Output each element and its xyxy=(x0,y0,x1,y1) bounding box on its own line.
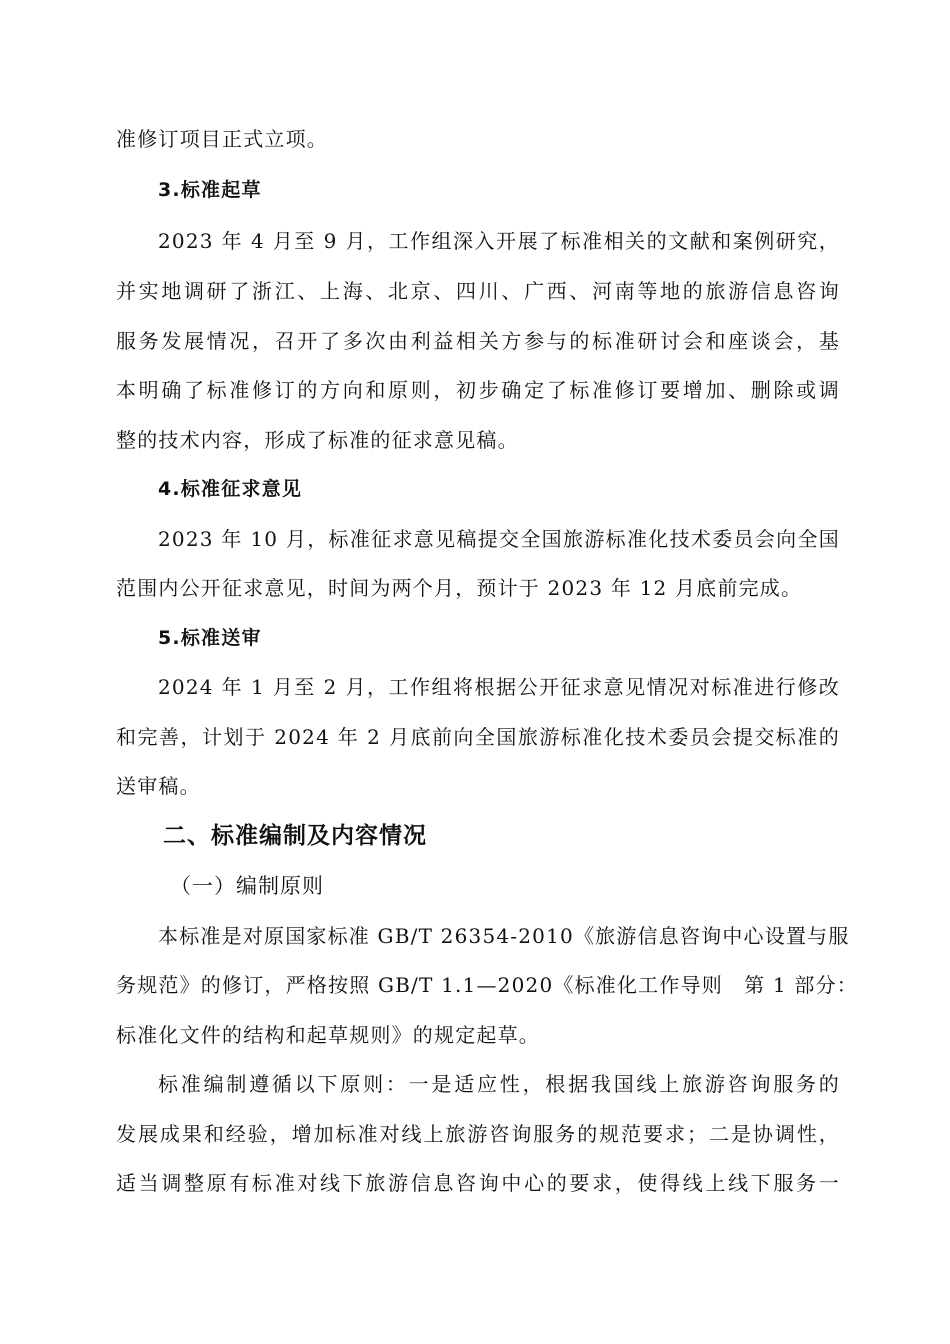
paragraph-continuation: 准修订项目正式立项。 xyxy=(116,127,328,151)
paragraph-line: 本标准是对原国家标准 GB/T 26354-2010《旅游信息咨询中心设置与服 xyxy=(158,924,850,948)
subsection-heading: （一）编制原则 xyxy=(170,874,324,898)
heading-submit-review: 5.标准送审 xyxy=(158,627,262,649)
paragraph-line: 2023 年 4 月至 9 月，工作组深入开展了标准相关的文献和案例研究， xyxy=(158,229,840,253)
paragraph-line: 适当调整原有标准对线下旅游信息咨询中心的要求，使得线上线下服务一 xyxy=(116,1171,840,1195)
section-heading: 二、标准编制及内容情况 xyxy=(163,823,427,849)
paragraph-line: 标准编制遵循以下原则：一是适应性，根据我国线上旅游咨询服务的 xyxy=(158,1072,840,1096)
paragraph-line: 和完善，计划于 2024 年 2 月底前向全国旅游标准化技术委员会提交标准的 xyxy=(116,725,840,749)
paragraph-line: 服务发展情况，召开了多次由利益相关方参与的标准研讨会和座谈会，基 xyxy=(116,329,840,353)
paragraph-line: 2023 年 10 月，标准征求意见稿提交全国旅游标准化技术委员会向全国 xyxy=(158,527,840,551)
paragraph-line: 发展成果和经验，增加标准对线上旅游咨询服务的规范要求；二是协调性， xyxy=(116,1122,840,1146)
heading-standard-drafting: 3.标准起草 xyxy=(158,179,262,201)
paragraph-line: 范围内公开征求意见，时间为两个月，预计于 2023 年 12 月底前完成。 xyxy=(116,576,803,600)
heading-solicit-opinions: 4.标准征求意见 xyxy=(158,478,303,500)
paragraph-line: 标准化文件的结构和起草规则》的规定起草。 xyxy=(116,1023,540,1047)
paragraph-line: 2024 年 1 月至 2 月，工作组将根据公开征求意见情况对标准进行修改 xyxy=(158,675,840,699)
paragraph-line: 本明确了标准修订的方向和原则，初步确定了标准修订要增加、删除或调 xyxy=(116,378,840,402)
paragraph-line: 务规范》的修订，严格按照 GB/T 1.1—2020《标准化工作导则 第 1 部分： xyxy=(116,973,859,997)
paragraph-line: 并实地调研了浙江、上海、北京、四川、广西、河南等地的旅游信息咨询 xyxy=(116,279,840,303)
paragraph-line: 整的技术内容，形成了标准的征求意见稿。 xyxy=(116,428,519,452)
paragraph-line: 送审稿。 xyxy=(116,774,201,798)
